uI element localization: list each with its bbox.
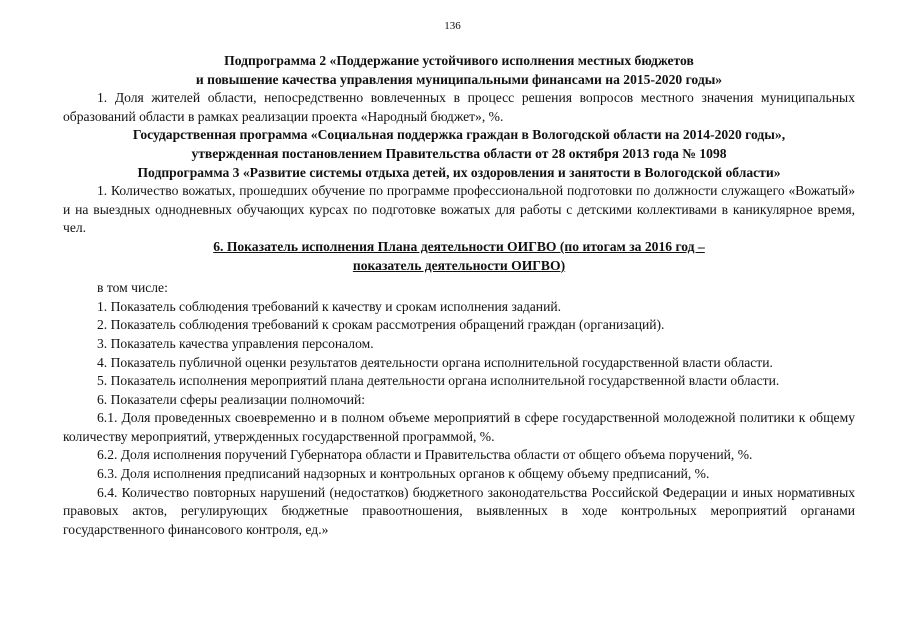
document-body bbox=[63, 52, 855, 539]
subprogram-2-item-1: 1. Доля жителей области, непосредственно вовлеченных в процесс решения вопросов местного значения муниципальных образований области в рамках реализации проекта «Народный бюджет», %. bbox=[63, 90, 855, 124]
sub-list-item: 6.2. Доля исполнения поручений Губернатора области и Правительства области от общего объема поручений, %. bbox=[97, 447, 753, 463]
sub-list-item: 6.3. Доля исполнения предписаний надзорных и контрольных органов к общему объему предписаний, %. bbox=[97, 466, 710, 482]
page-number: 136 bbox=[444, 20, 461, 32]
subprogram-2-title-line-1: Подпрограмма 2 «Поддержание устойчивого исполнения местных бюджетов bbox=[224, 53, 694, 68]
list-item: 1. Показатель соблюдения требований к качеству и срокам исполнения заданий. bbox=[97, 298, 562, 314]
state-program-title-line-1: Государственная программа «Социальная поддержка граждан в Вологодской области на 2014-2020 годы», bbox=[132, 127, 786, 143]
list-item: 3. Показатель качества управления персоналом. bbox=[97, 335, 374, 351]
section-6-title-line-2: показатель деятельности ОИГВО) bbox=[352, 257, 566, 273]
subprogram-2-title-line-2: и повышение качества управления муниципальными финансами на 2015-2020 годы» bbox=[195, 71, 723, 87]
sub-list-item: 6.1. Доля проведенных своевременно и в полном объеме мероприятий в сфере государственной молодежной политики к общему количеству мероприятий, утвержденных государственной программой, %. bbox=[63, 410, 855, 444]
sub-list-item: 6.4. Количество повторных нарушений (недостатков) бюджетного законодательства Российской Федерации и иных нормативных правовых актов, регулирующих бюджетные правоотношения, выявленных в ходе контрольных мероприятий органами государственного финансового контроля, ед.» bbox=[63, 484, 855, 537]
list-item: 6. Показатели сферы реализации полномочий: bbox=[97, 391, 366, 407]
subprogram-3-title: Подпрограмма 3 «Развитие системы отдыха детей, их оздоровления и занятости в Вологодской области» bbox=[137, 164, 781, 180]
state-program-title-line-2: утвержденная постановлением Правительства области от 28 октября 2013 года № 1098 bbox=[191, 145, 727, 161]
section-6-title-line-1: 6. Показатель исполнения Плана деятельности ОИГВО (по итогам за 2016 год – bbox=[213, 238, 705, 254]
list-item: 2. Показатель соблюдения требований к срокам рассмотрения обращений граждан (организаций). bbox=[97, 317, 665, 333]
subprogram-3-item-1: 1. Количество вожатых, прошедших обучение по программе профессиональной подготовки по должности служащего «Вожатый» и на выездных однодневных обучающих курсах по подготовке вожатых для работы с детскими коллективами в каникулярное время, чел. bbox=[63, 183, 855, 236]
including-label: в том числе: bbox=[97, 280, 168, 296]
list-item: 5. Показатель исполнения мероприятий плана деятельности органа исполнительной государственной власти области. bbox=[97, 373, 780, 389]
list-item: 4. Показатель публичной оценки результатов деятельности органа исполнительной государственной власти области. bbox=[97, 354, 773, 370]
